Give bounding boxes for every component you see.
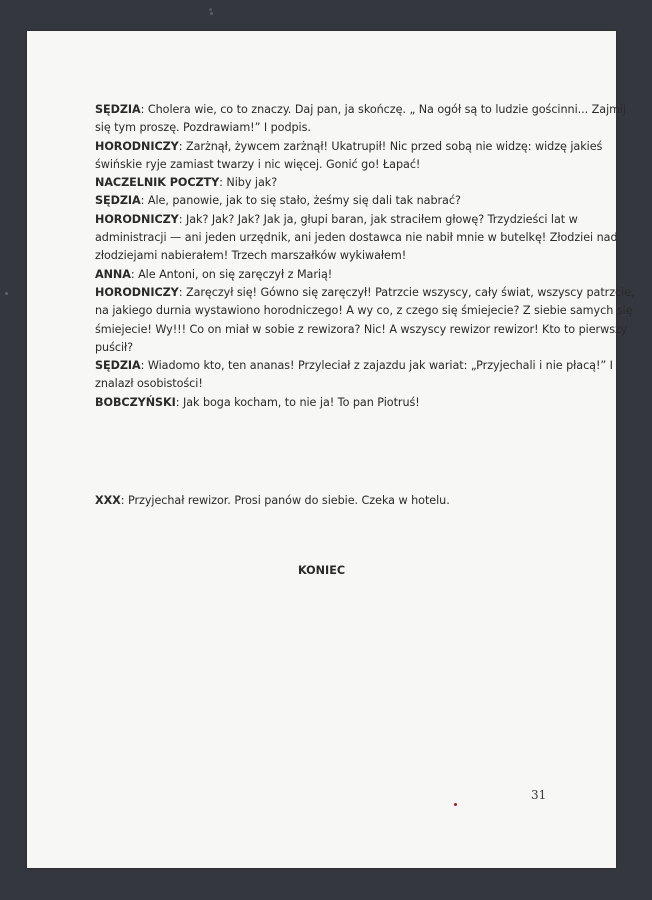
dialogue-text: administracji — ani jeden urzędnik, ani jeden dostawca nie nabił mnie w butelkę! Złodziei nad <box>95 231 618 245</box>
dialogue-text: znalazł osobistości! <box>95 377 203 391</box>
dialogue-line <box>95 156 543 174</box>
dialogue-text: złodziejami nabierałem! Trzech marszałków wykiwałem! <box>95 249 407 263</box>
speaker-name: HORODNICZY <box>95 139 179 153</box>
red-ink-mark <box>454 803 457 806</box>
speaker-name: HORODNICZY <box>95 285 179 299</box>
dialogue-text: na jakiego durnia wystawiono horodniczego! A wy co, z czego się śmiejecie? Z siebie samych się <box>95 304 633 318</box>
dialogue-line <box>95 229 618 247</box>
dialogue-line <box>95 119 543 137</box>
document-content <box>95 101 635 510</box>
end-label: KONIEC <box>298 564 346 577</box>
document-page <box>27 31 635 868</box>
dialogue-text: : Zarżnął, żywcem zarżnął! Ukatrupił! Nic przed sobą nie widzę: widzę jakieś <box>178 139 603 153</box>
page-number: 31 <box>531 788 547 802</box>
dialogue-line <box>95 192 543 210</box>
dialogue-line <box>95 138 603 156</box>
dialogue-text: : Jak? Jak? Jak? Jak ja, głupi baran, jak straciłem głowę? Trzydzieści lat w <box>178 212 578 226</box>
dialogue-line <box>95 266 543 284</box>
speaker-name: BOBCZYŃSKI <box>95 395 176 409</box>
dialogue-line <box>95 339 543 357</box>
dialogue-text: : Ale, panowie, jak to się stało, żeśmy się dali tak nabrać? <box>140 194 461 208</box>
scan-speck <box>209 8 212 11</box>
scan-speck <box>210 12 213 15</box>
dialogue-text: : Zaręczył się! Gówno się zaręczył! Patrzcie wszyscy, cały świat, wszyscy patrzcie, <box>178 285 635 299</box>
dialogue-line <box>95 357 613 375</box>
dialogue-text: : Przyjechał rewizor. Prosi panów do siebie. Czeka w hotelu. <box>120 494 450 508</box>
dialogue-text: : Niby jak? <box>219 176 278 190</box>
dialogue-line <box>95 375 543 393</box>
dialogue-text: : Wiadomo kto, ten ananas! Przyleciał z zajazdu jak wariat: „Przyjechali i nie płacą!” I <box>140 359 613 373</box>
dialogue-line <box>95 247 543 265</box>
speaker-name: SĘDZIA <box>95 103 141 116</box>
dialogue-text: : Ale Antoni, on się zaręczył z Marią! <box>130 267 333 281</box>
speaker-name: HORODNICZY <box>95 212 179 226</box>
dialogue-line <box>95 284 635 302</box>
dialogue-line <box>95 211 578 229</box>
dialogue-text: : Cholera wie, co to znaczy. Daj pan, ja skończę. „ Na ogół są to ludzie gościnni... Zajmij <box>140 103 627 116</box>
dialogue-line <box>95 321 628 339</box>
section-spacer <box>95 412 543 492</box>
dialogue-text: śmiejecie! Wy!!! Co on miał w sobie z rewizora? Nic! A wszyscy rewizor rewizor! Kto to pierwszy <box>95 322 628 336</box>
dialogue-text: : Jak boga kocham, to nie ja! To pan Piotruś! <box>175 395 420 409</box>
dialogue-text: świńskie ryje zamiast twarzy i nic więcej. Gonić go! Łapać! <box>95 157 421 171</box>
speaker-name: XXX <box>95 494 121 508</box>
dialogue-text: się tym proszę. Pozdrawiam!” I podpis. <box>95 121 311 135</box>
dialogue-text: puścił? <box>95 340 134 354</box>
speaker-name: SĘDZIA <box>95 359 141 373</box>
speaker-name: SĘDZIA <box>95 194 141 208</box>
dialogue-line <box>95 174 543 192</box>
dialogue-line <box>95 101 627 119</box>
speaker-name: ANNA <box>95 267 131 281</box>
dialogue-line <box>95 302 633 320</box>
speaker-name: NACZELNIK POCZTY <box>95 176 220 190</box>
dialogue-line <box>95 394 543 412</box>
scan-speck <box>5 292 8 295</box>
final-dialogue-line <box>95 492 543 510</box>
